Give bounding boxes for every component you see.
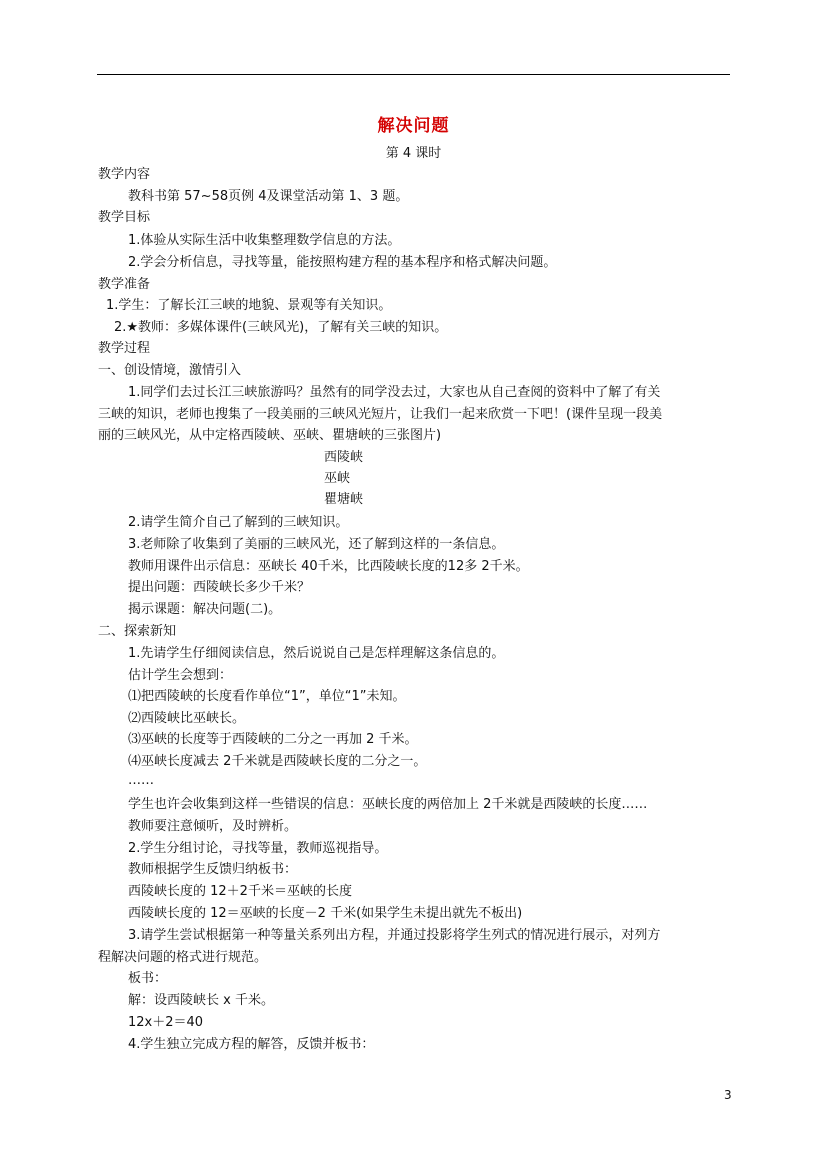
text-line: 2.请学生简介自己了解到的三峡知识。: [128, 515, 349, 530]
text-line: 教师用课件出示信息：巫峡长 40千米，比西陵峡长度的12多 2千米。: [128, 559, 529, 574]
section-heading: 教学过程: [98, 341, 151, 356]
text-line: ⑷巫峡长度减去 2千米就是西陵峡长度的二分之一。: [128, 754, 427, 769]
text-line: 1.同学们去过长江三峡旅游吗？虽然有的同学没去过，大家也从自己查阅的资料中了解了有关: [128, 385, 661, 400]
text-line: 板书：: [128, 971, 168, 986]
text-line: 揭示课题：解决问题(二)。: [128, 602, 282, 617]
text-line: ⑵西陵峡比巫峡长。: [128, 711, 246, 726]
text-line: 三峡的知识，老师也搜集了一段美丽的三峡风光短片，让我们一起来欣赏一下吧！(课件呈现一段美: [98, 407, 663, 422]
text-line: ……: [128, 773, 154, 788]
text-line: 教科书第 57~58页例 4及课堂活动第 1、3 题。: [128, 189, 409, 204]
text-line: 估计学生会想到：: [128, 668, 233, 683]
text-line: 2.★教师：多媒体课件(三峡风光)，了解有关三峡的知识。: [114, 320, 448, 335]
equation-line: 12x＋2＝40: [128, 1015, 204, 1030]
section-heading: 教学目标: [98, 210, 151, 225]
text-line: 3.老师除了收集到了美丽的三峡风光，还了解到这样的一条信息。: [128, 537, 505, 552]
text-line: 解：设西陵峡长 x 千米。: [128, 993, 274, 1008]
gorge-name: 巫峡: [324, 471, 351, 486]
text-line: ⑴把西陵峡的长度看作单位“1”，单位“1”未知。: [128, 689, 406, 704]
text-line: 1.先请学生仔细阅读信息，然后说说自己是怎样理解这条信息的。: [128, 646, 505, 661]
gorge-name: 西陵峡: [324, 450, 364, 465]
subsection-heading: 二、探索新知: [98, 624, 177, 639]
text-line: ⑶巫峡的长度等于西陵峡的二分之一再加 2 千米。: [128, 732, 418, 747]
text-line: 程解决问题的格式进行规范。: [98, 950, 268, 965]
text-line: 丽的三峡风光，从中定格西陵峡、巫峡、瞿塘峡的三张图片): [98, 428, 442, 443]
section-heading: 教学内容: [98, 167, 151, 182]
text-line: 学生也许会收集到这样一些错误的信息：巫峡长度的两倍加上 2千米就是西陵峡的长度……: [128, 797, 648, 812]
text-line: 教师要注意倾听，及时辨析。: [128, 819, 298, 834]
header-rule: [97, 74, 730, 75]
text-line: 2.学生分组讨论，寻找等量，教师巡视指导。: [128, 841, 388, 856]
text-line: 3.请学生尝试根据第一种等量关系列出方程，并通过投影将学生列式的情况进行展示，对列方: [128, 928, 661, 943]
text-line: 提出问题：西陵峡长多少千米？: [128, 580, 311, 595]
page-number: 3: [724, 1088, 732, 1102]
text-line: 教师根据学生反馈归纳板书：: [128, 862, 298, 877]
page-title: 解决问题: [377, 116, 450, 136]
lesson-number: 第 4 课时: [385, 146, 442, 161]
section-heading: 教学准备: [98, 277, 151, 292]
subsection-heading: 一、创设情境，激情引入: [98, 363, 242, 378]
equation-line: 西陵峡长度的 12＋2千米＝巫峡的长度: [128, 884, 352, 899]
text-line: 2.学会分析信息，寻找等量，能按照构建方程的基本程序和格式解决问题。: [128, 255, 557, 270]
equation-line: 西陵峡长度的 12＝巫峡的长度－2 千米(如果学生未提出就先不板出): [128, 906, 523, 921]
text-line: 1.学生：了解长江三峡的地貌、景观等有关知识。: [106, 298, 392, 313]
text-line: 4.学生独立完成方程的解答，反馈并板书：: [128, 1037, 375, 1052]
text-line: 1.体验从实际生活中收集整理数学信息的方法。: [128, 233, 401, 248]
gorge-name: 瞿塘峡: [324, 492, 364, 507]
